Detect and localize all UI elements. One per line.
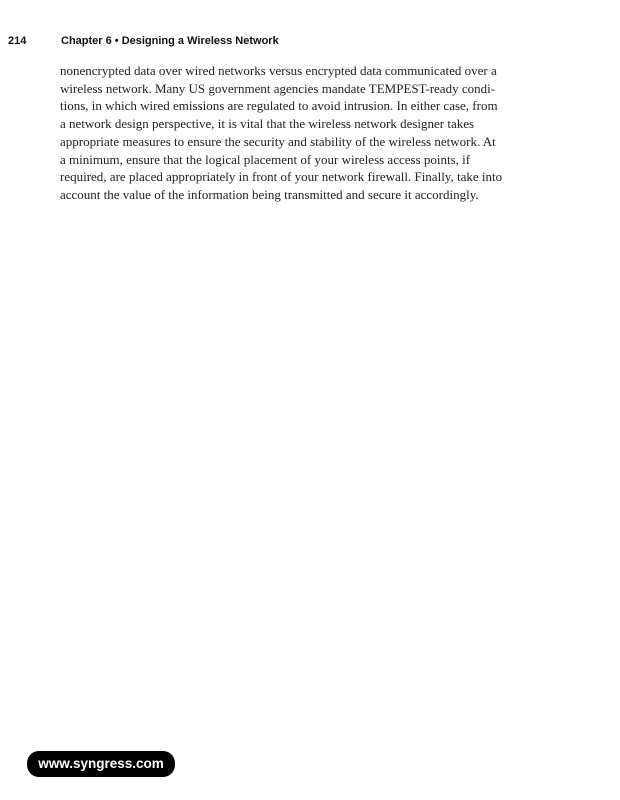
publisher-url-badge: www.syngress.com [27, 751, 175, 777]
body-paragraph [60, 62, 580, 204]
paragraph-line: account the value of the information being transmitted and secure it accordingly. [60, 186, 479, 202]
paragraph-line: required, are placed appropriately in front of your network firewall. Finally, take into [60, 169, 503, 185]
chapter-title: Chapter 6 • Designing a Wireless Network [61, 35, 279, 47]
paragraph-line: tions, in which wired emissions are regulated to avoid intrusion. In either case, from [60, 98, 498, 114]
paragraph-line: appropriate measures to ensure the security and stability of the wireless network. At [60, 133, 496, 149]
page-number: 214 [8, 35, 27, 47]
paragraph-line: wireless network. Many US government agencies mandate TEMPEST-ready condi- [60, 80, 496, 96]
paragraph-line: nonencrypted data over wired networks versus encrypted data communicated over a [60, 63, 497, 78]
paragraph-line: a network design perspective, it is vital that the wireless network designer takes [60, 116, 475, 132]
paragraph-line: a minimum, ensure that the logical placement of your wireless access points, if [60, 151, 471, 167]
